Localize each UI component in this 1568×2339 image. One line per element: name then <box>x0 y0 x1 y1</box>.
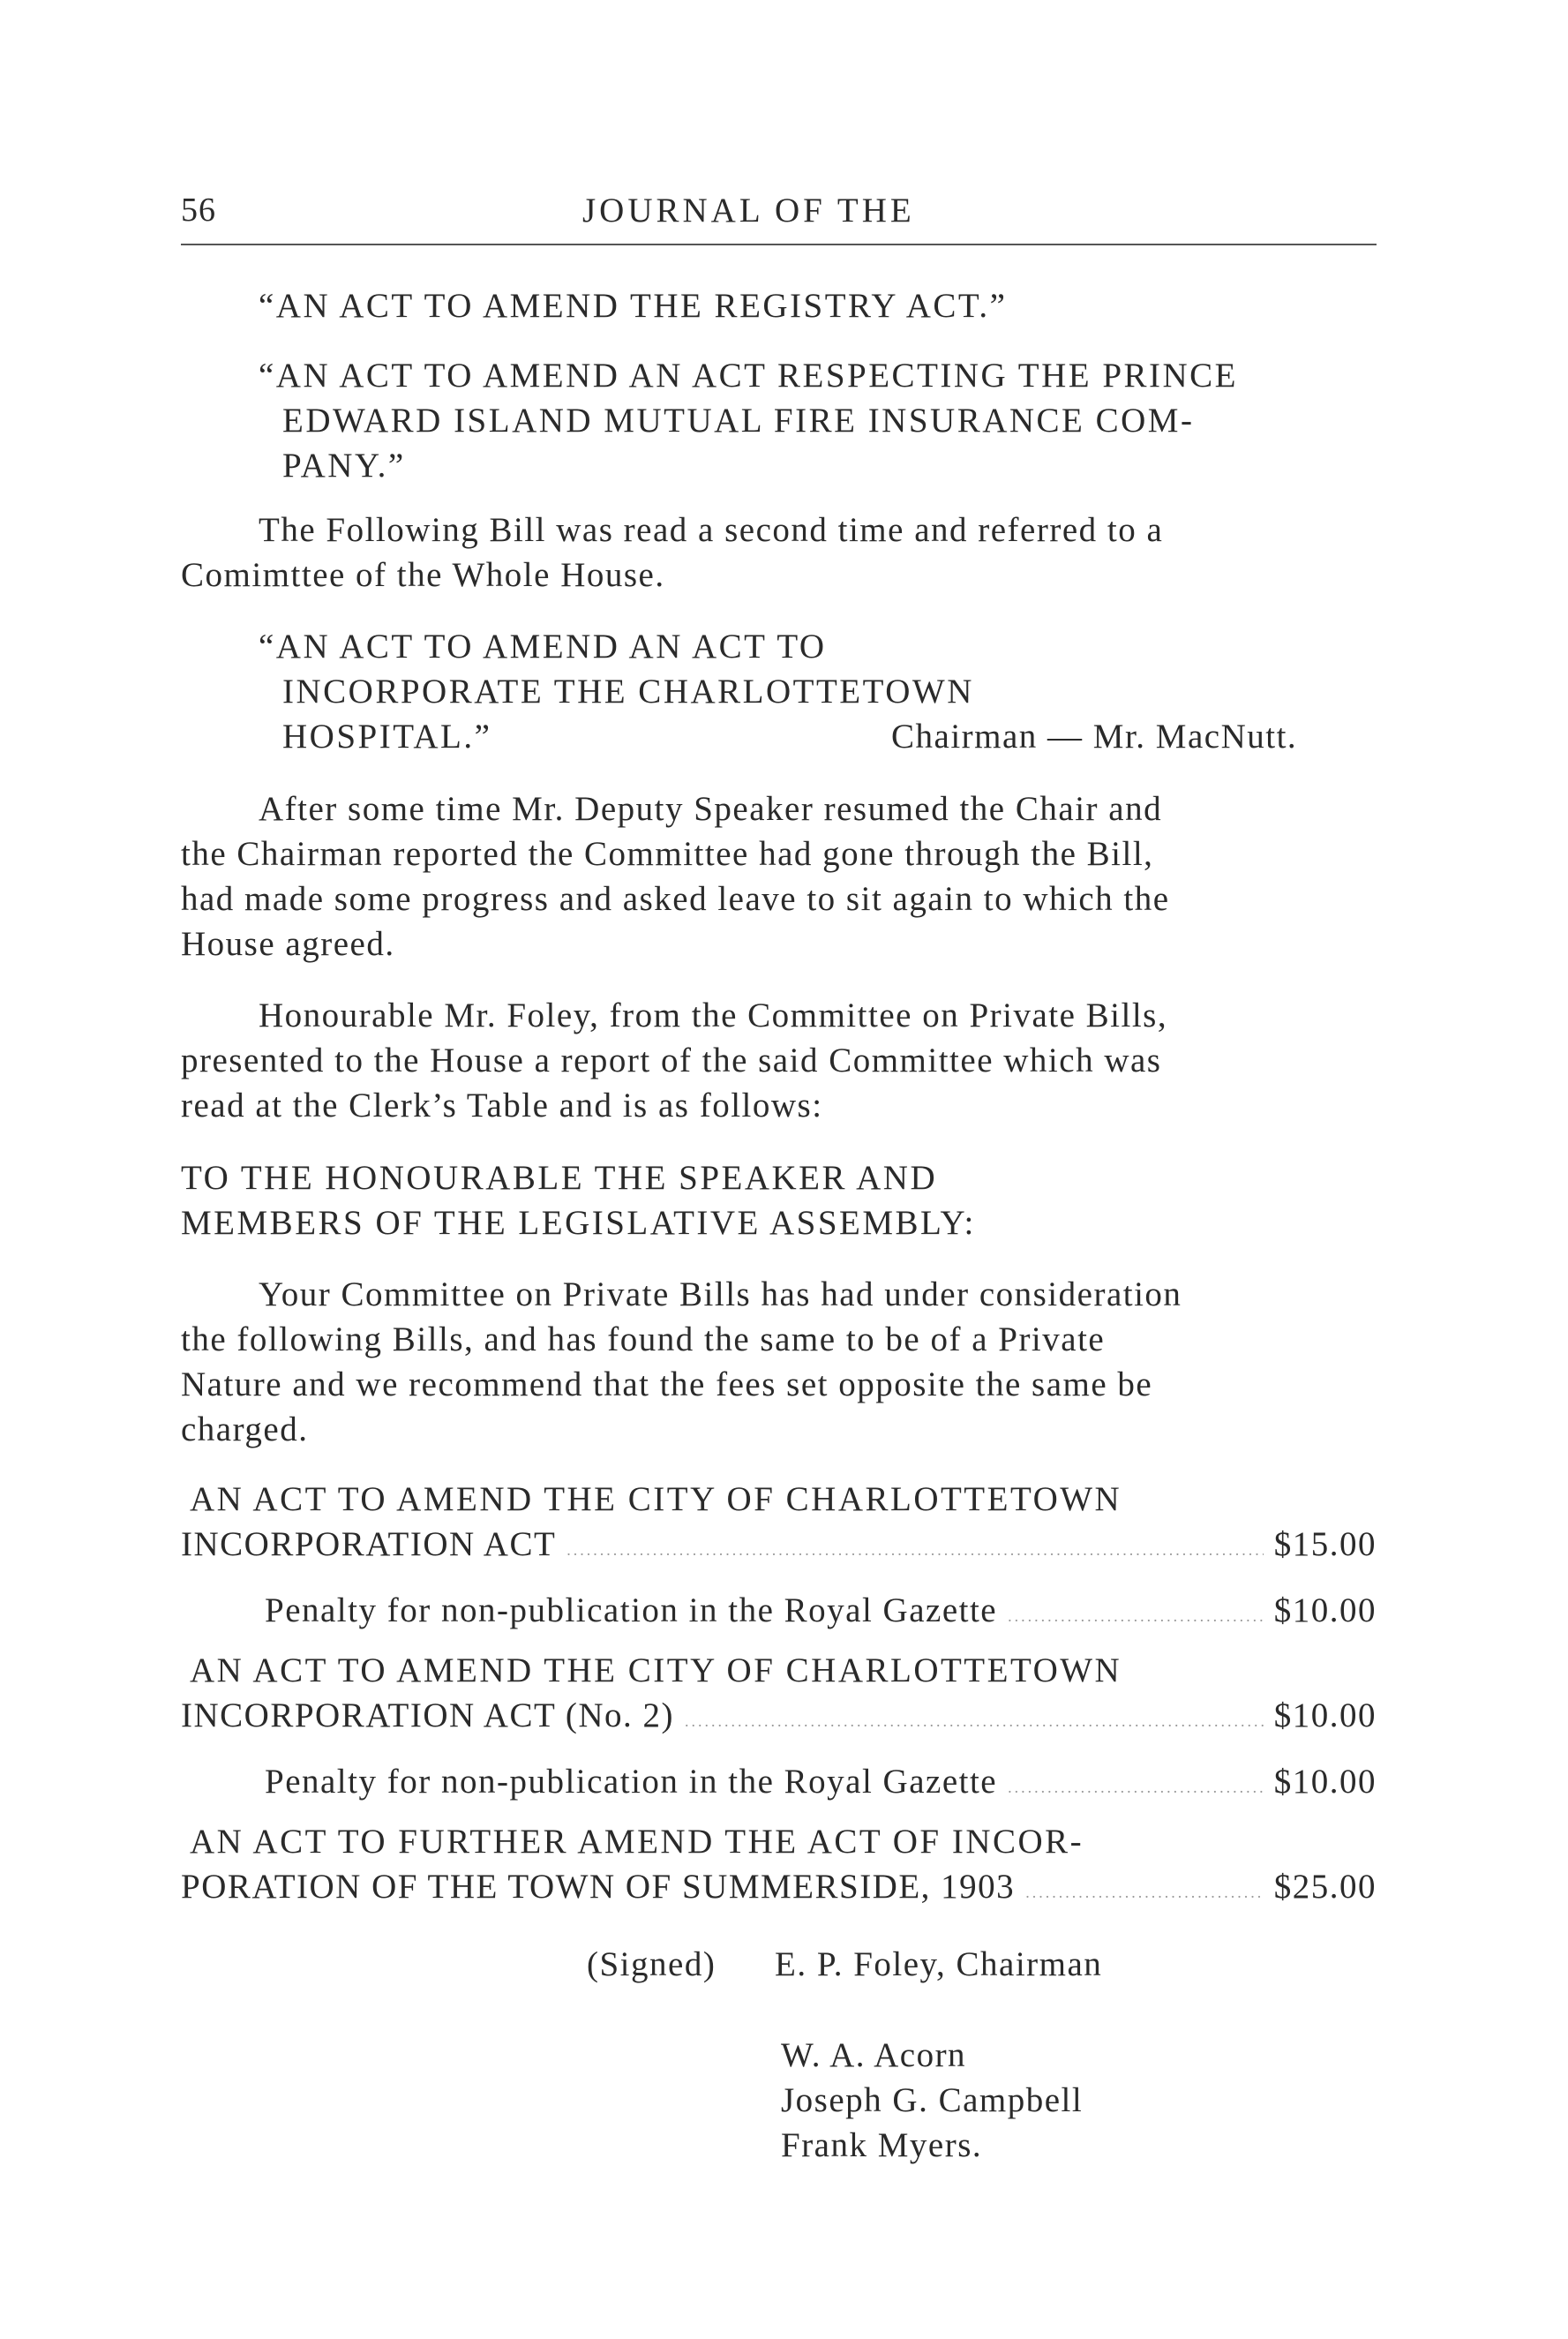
report-body-line3: Nature and we recommend that the fees set opposite the same be <box>181 1365 1153 1403</box>
mutual-fire-title-line3: PANY.” <box>282 447 406 485</box>
private-bills-intro-line3: read at the Clerk’s Table and is as follows: <box>181 1087 823 1124</box>
page-header <box>181 191 1377 244</box>
signed-label: (Signed) <box>587 1945 716 1983</box>
penalty-row <box>265 1589 1377 1638</box>
registry-act-title: “AN ACT TO AMEND THE REGISTRY ACT.” <box>259 287 1008 325</box>
fee-item-row <box>181 1694 1377 1743</box>
committee-report-line2: the Chairman reported the Committee had gone through the Bill, <box>181 835 1154 873</box>
hospital-bill-line1: “AN ACT TO AMEND AN ACT TO <box>259 628 827 666</box>
committee-report-line4: House agreed. <box>181 925 395 963</box>
fee-item-title-line2: INCORPORATION ACT <box>181 1525 557 1563</box>
report-body-line4: charged. <box>181 1410 309 1448</box>
dot-leader <box>1025 1870 1264 1914</box>
fee-item-title-line1: AN ACT TO AMEND THE CITY OF CHARLOTTETOWN <box>190 1651 1122 1689</box>
header-rule <box>181 244 1377 245</box>
second-reading-line1: The Following Bill was read a second time and referred to a <box>259 511 1164 549</box>
committee-report-line3: had made some progress and asked leave to sit again to which the <box>181 880 1170 918</box>
address-line1: TO THE HONOURABLE THE SPEAKER AND <box>181 1159 938 1197</box>
mutual-fire-title-line1: “AN ACT TO AMEND AN ACT RESPECTING THE PRINCE <box>259 357 1239 395</box>
signature-member: Joseph G. Campbell <box>781 2081 1084 2119</box>
hospital-bill-chairman: Chairman — Mr. MacNutt. <box>891 718 1298 756</box>
second-reading-line2: Comimttee of the Whole House. <box>181 556 665 594</box>
dot-leader <box>685 1699 1264 1743</box>
private-bills-intro-line1: Honourable Mr. Foley, from the Committee on Private Bills, <box>259 997 1168 1034</box>
report-body-line2: the following Bills, and has found the same to be of a Private <box>181 1320 1106 1358</box>
fee-item-row <box>181 1523 1377 1572</box>
signature-chairman: E. P. Foley, Chairman <box>775 1945 1103 1983</box>
running-head: JOURNAL OF THE <box>582 192 915 229</box>
private-bills-intro-line2: presented to the House a report of the said Committee which was <box>181 1042 1162 1079</box>
dot-leader <box>1008 1765 1264 1809</box>
dot-leader <box>566 1528 1263 1572</box>
signature-member: Frank Myers. <box>781 2126 983 2164</box>
penalty-row <box>265 1760 1377 1809</box>
fee-item-title-line1: AN ACT TO AMEND THE CITY OF CHARLOTTETOWN <box>190 1480 1122 1518</box>
report-body-line1: Your Committee on Private Bills has had under consideration <box>259 1275 1182 1313</box>
address-line2: MEMBERS OF THE LEGISLATIVE ASSEMBLY: <box>181 1204 976 1242</box>
signature-member: W. A. Acorn <box>781 2036 967 2074</box>
fee-item-title-line1: AN ACT TO FURTHER AMEND THE ACT OF INCOR- <box>190 1823 1084 1861</box>
penalty-amount: $10.00 <box>1273 1591 1377 1629</box>
fee-item-title-line2: INCORPORATION ACT (No. 2) <box>181 1696 674 1734</box>
hospital-bill-line2: INCORPORATE THE CHARLOTTETOWN <box>282 673 974 711</box>
page-number: 56 <box>181 192 216 229</box>
dot-leader <box>1008 1594 1264 1638</box>
committee-report-line1: After some time Mr. Deputy Speaker resumed the Chair and <box>259 790 1163 828</box>
fee-amount: $10.00 <box>1273 1696 1377 1734</box>
penalty-amount: $10.00 <box>1273 1763 1377 1801</box>
penalty-label: Penalty for non-publication in the Royal Gazette <box>265 1763 998 1801</box>
fee-item-title-line2: PORATION OF THE TOWN OF SUMMERSIDE, 1903 <box>181 1868 1016 1906</box>
fee-amount: $25.00 <box>1273 1868 1377 1906</box>
mutual-fire-title-line2: EDWARD ISLAND MUTUAL FIRE INSURANCE COM- <box>282 402 1195 440</box>
penalty-label: Penalty for non-publication in the Royal Gazette <box>265 1591 998 1629</box>
fee-item-row <box>181 1865 1377 1914</box>
hospital-bill-line3: HOSPITAL.” <box>282 718 492 756</box>
fee-amount: $15.00 <box>1273 1525 1377 1563</box>
